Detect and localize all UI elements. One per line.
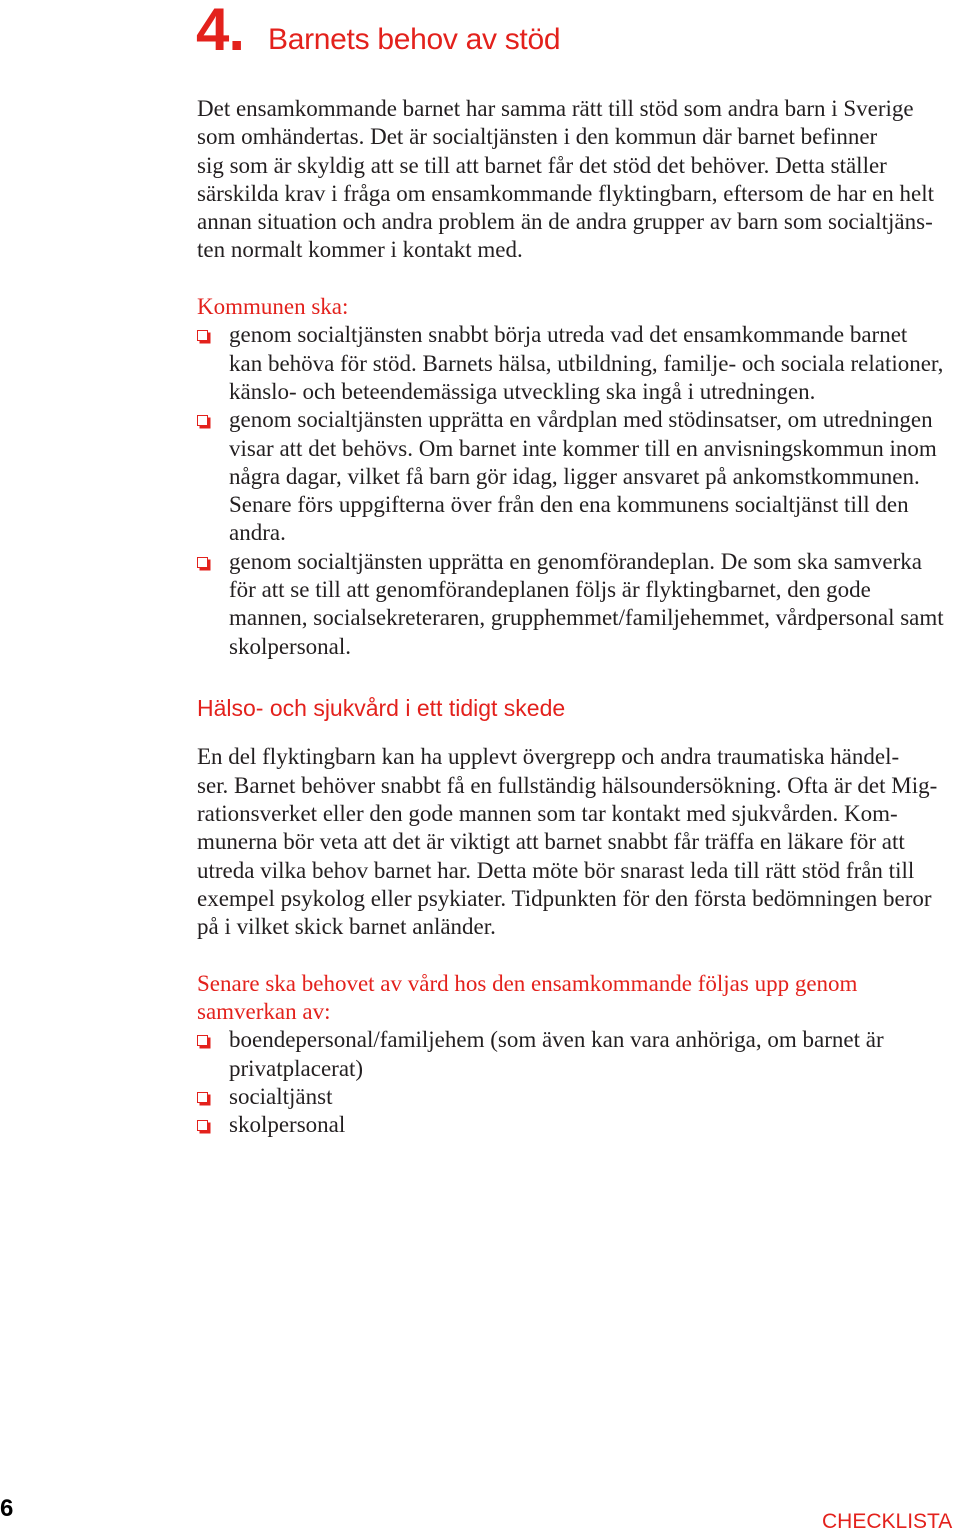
bullet-text-line: några dagar, vilket få barn gör idag, ligger ansvaret på ankomstkommunen. [229, 463, 920, 489]
heading-line: Senare ska behovet av vård hos den ensamkommande följas upp genom [197, 970, 858, 996]
bullet-text-line: boendepersonal/familjehem (som även kan vara anhöriga, om barnet är [229, 1027, 884, 1053]
text-line: ten normalt kommer i kontakt med. [197, 237, 523, 263]
chapter-title: Barnets behov av stöd [268, 23, 561, 56]
bullet-text-line: genom socialtjänsten upprätta en genomförandeplan. De som ska samverka [229, 548, 922, 574]
bullet-item [197, 1111, 952, 1139]
bullet-text-line: genom socialtjänsten snabbt börja utreda vad det ensamkommande barnet [229, 322, 908, 348]
chapter-heading [0, 0, 960, 80]
bullet-item [197, 548, 952, 661]
text-line: Det ensamkommande barnet har samma rätt till stöd som andra barn i Sverige [197, 96, 914, 121]
bullet-text-line: skolpersonal [229, 1112, 346, 1138]
text-line: som omhändertas. Det är socialtjänsten i den kommun där barnet befinner [197, 124, 878, 150]
bullet-item [197, 1083, 952, 1111]
heading-line: samverkan av: [197, 999, 331, 1024]
bullet-text-line: för att se till att genomförandeplanen följs är flyktingbarnet, den gode [229, 577, 871, 603]
text-line: sig som är skyldig att se till att barnet får det stöd det behöver. Detta ställer [197, 152, 887, 178]
intro-paragraph [197, 95, 952, 265]
chapter-number: 4. [196, 0, 245, 63]
text-line: utreda vilka behov barnet har. Detta möte bör snarast leda till rätt stöd från till [197, 857, 915, 883]
square-bullet-icon [197, 330, 208, 341]
bullet-text-line: andra. [229, 520, 286, 546]
bullet-item [197, 406, 952, 547]
bullet-item [197, 1026, 952, 1083]
health-section-heading: Hälso- och sjukvård i ett tidigt skede [197, 694, 566, 721]
health-paragraph [197, 743, 952, 941]
heading-line: Kommunen ska: [197, 294, 349, 320]
bullet-item [197, 321, 952, 406]
bullet-text-line: mannen, socialsekreteraren, grupphemmet/familjehemmet, vårdpersonal samt [229, 605, 944, 631]
square-bullet-icon [197, 415, 208, 426]
text-line: munerna bör veta att det är viktigt att barnet snabbt får träffa en läkare för att [197, 829, 905, 855]
text-line: En del flyktingbarn kan ha upplevt övergrepp och andra traumatiska händel- [197, 744, 900, 770]
text-line: särskilda krav i fråga om ensamkommande flyktingbarn, eftersom de har en helt [197, 180, 935, 206]
text-line: rationsverket eller den gode mannen som tar kontakt med sjukvården. Kom- [197, 800, 898, 826]
square-bullet-icon [197, 1035, 208, 1046]
kommunen-heading [197, 293, 952, 321]
chapter-body [197, 95, 952, 1139]
followup-bullet-list [197, 1026, 952, 1139]
footer-label: CHECKLISTA [822, 1510, 953, 1533]
bullet-text-line: kan behöva för stöd. Barnets hälsa, utbildning, familje- och sociala relationer, [229, 350, 944, 376]
text-line: ser. Barnet behöver snabbt få en fullständig hälsoundersökning. Ofta är det Mig- [197, 772, 938, 798]
text-line: på i vilket skick barnet anländer. [197, 914, 496, 940]
bullet-text-line: skolpersonal. [229, 633, 352, 659]
square-bullet-icon [197, 557, 208, 568]
bullet-text-line: privatplacerat) [229, 1055, 364, 1081]
kommunen-bullet-list [197, 321, 952, 661]
text-line: exempel psykolog eller psykiater. Tidpunkten för den första bedömningen beror [197, 885, 932, 911]
square-bullet-icon [197, 1120, 208, 1131]
footer-page-number: 6 [0, 1495, 14, 1522]
bullet-text-line: känslo- och beteendemässiga utveckling ska ingå i utredningen. [229, 378, 816, 404]
bullet-text-line: visar att det behövs. Om barnet inte kommer till en anvisningskommun inom [229, 435, 937, 461]
bullet-text-line: Senare förs uppgifterna över från den ena kommunens socialtjänst till den [229, 492, 909, 518]
bullet-text-line: genom socialtjänsten upprätta en vårdplan med stödinsatser, om utredningen [229, 407, 933, 433]
bullet-text-line: socialtjänst [229, 1083, 333, 1109]
text-line: annan situation och andra problem än de andra grupper av barn som socialtjäns- [197, 209, 933, 235]
followup-heading [197, 970, 952, 1027]
square-bullet-icon [197, 1092, 208, 1103]
